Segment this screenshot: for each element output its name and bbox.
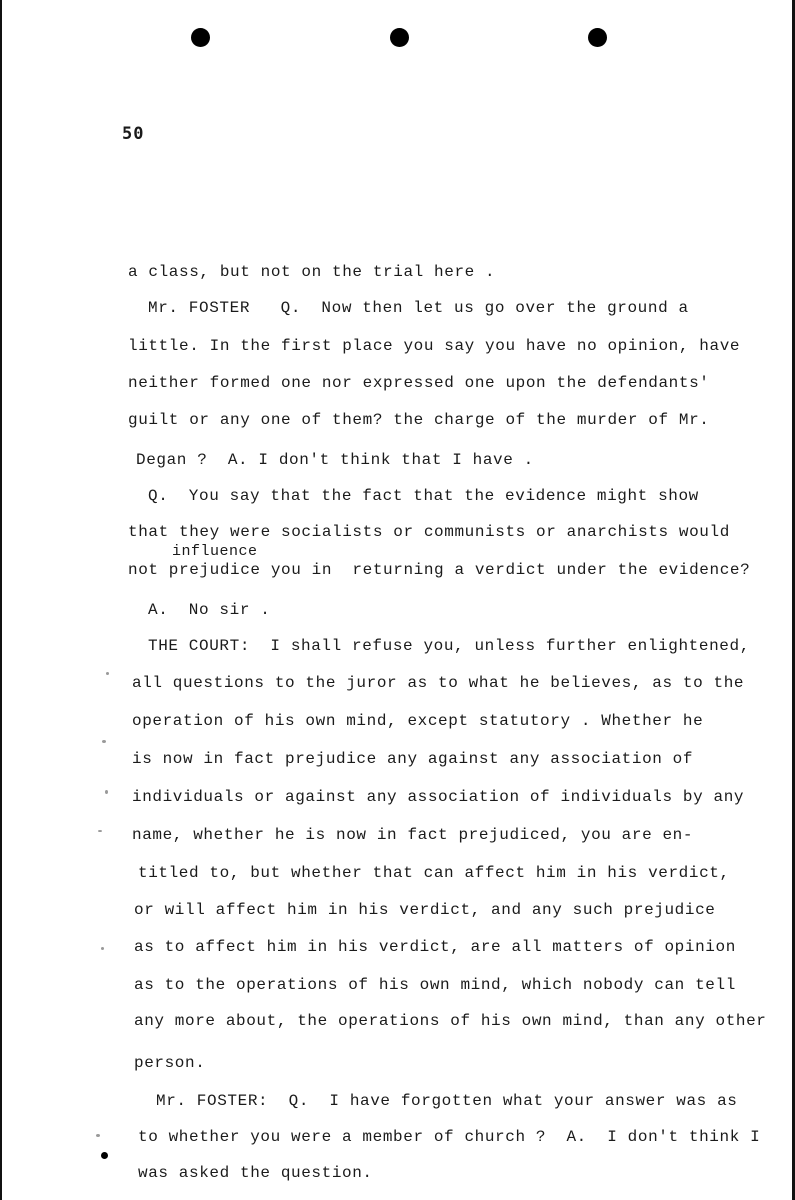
text-line: was asked the question. [138, 1164, 373, 1182]
scan-speck [105, 790, 108, 794]
scan-speck [96, 1134, 100, 1137]
text-line: THE COURT: I shall refuse you, unless further enlightened, [148, 637, 750, 655]
scan-speck [102, 740, 106, 743]
text-line: all questions to the juror as to what he believes, as to the [132, 674, 745, 692]
text-line: individuals or against any association of individuals by any [132, 788, 745, 806]
page-number: 50 [122, 124, 145, 144]
scan-speck [98, 830, 102, 832]
binder-hole [588, 28, 607, 47]
text-line: Mr. FOSTER Q. Now then let us go over the ground a [148, 299, 689, 317]
text-line: that they were socialists or communists or anarchists would [128, 523, 730, 541]
interlineation: influence [172, 543, 258, 560]
text-line: to whether you were a member of church ? A. I don't think I [138, 1128, 761, 1146]
text-line: name, whether he is now in fact prejudiced, you are en- [132, 826, 694, 844]
text-line: or will affect him in his verdict, and any such prejudice [134, 901, 716, 919]
text-line: titled to, but whether that can affect him in his verdict, [138, 864, 730, 882]
text-line: Mr. FOSTER: Q. I have forgotten what your answer was as [156, 1092, 738, 1110]
text-line: not prejudice you in returning a verdict under the evidence? [128, 561, 751, 579]
text-line: as to affect him in his verdict, are all matters of opinion [134, 938, 736, 956]
text-line: is now in fact prejudice any against any association of [132, 750, 694, 768]
text-line: neither formed one nor expressed one upon the defendants' [128, 374, 710, 392]
binder-hole [390, 28, 409, 47]
text-line: Degan ? A. I don't think that I have . [136, 451, 534, 469]
text-line: as to the operations of his own mind, which nobody can tell [134, 976, 736, 994]
scan-speck [101, 947, 104, 950]
text-line: A. No sir . [148, 601, 271, 619]
binder-hole [191, 28, 210, 47]
text-line: a class, but not on the trial here . [128, 263, 496, 281]
text-line: little. In the first place you say you have no opinion, have [128, 337, 741, 355]
text-line: guilt or any one of them? the charge of the murder of Mr. [128, 411, 710, 429]
text-line: any more about, the operations of his own mind, than any other [134, 1012, 767, 1030]
text-line: person. [134, 1054, 206, 1072]
text-line: Q. You say that the fact that the evidence might show [148, 487, 699, 505]
margin-dot [101, 1152, 108, 1159]
text-line: operation of his own mind, except statutory . Whether he [132, 712, 704, 730]
scan-speck [106, 672, 109, 675]
